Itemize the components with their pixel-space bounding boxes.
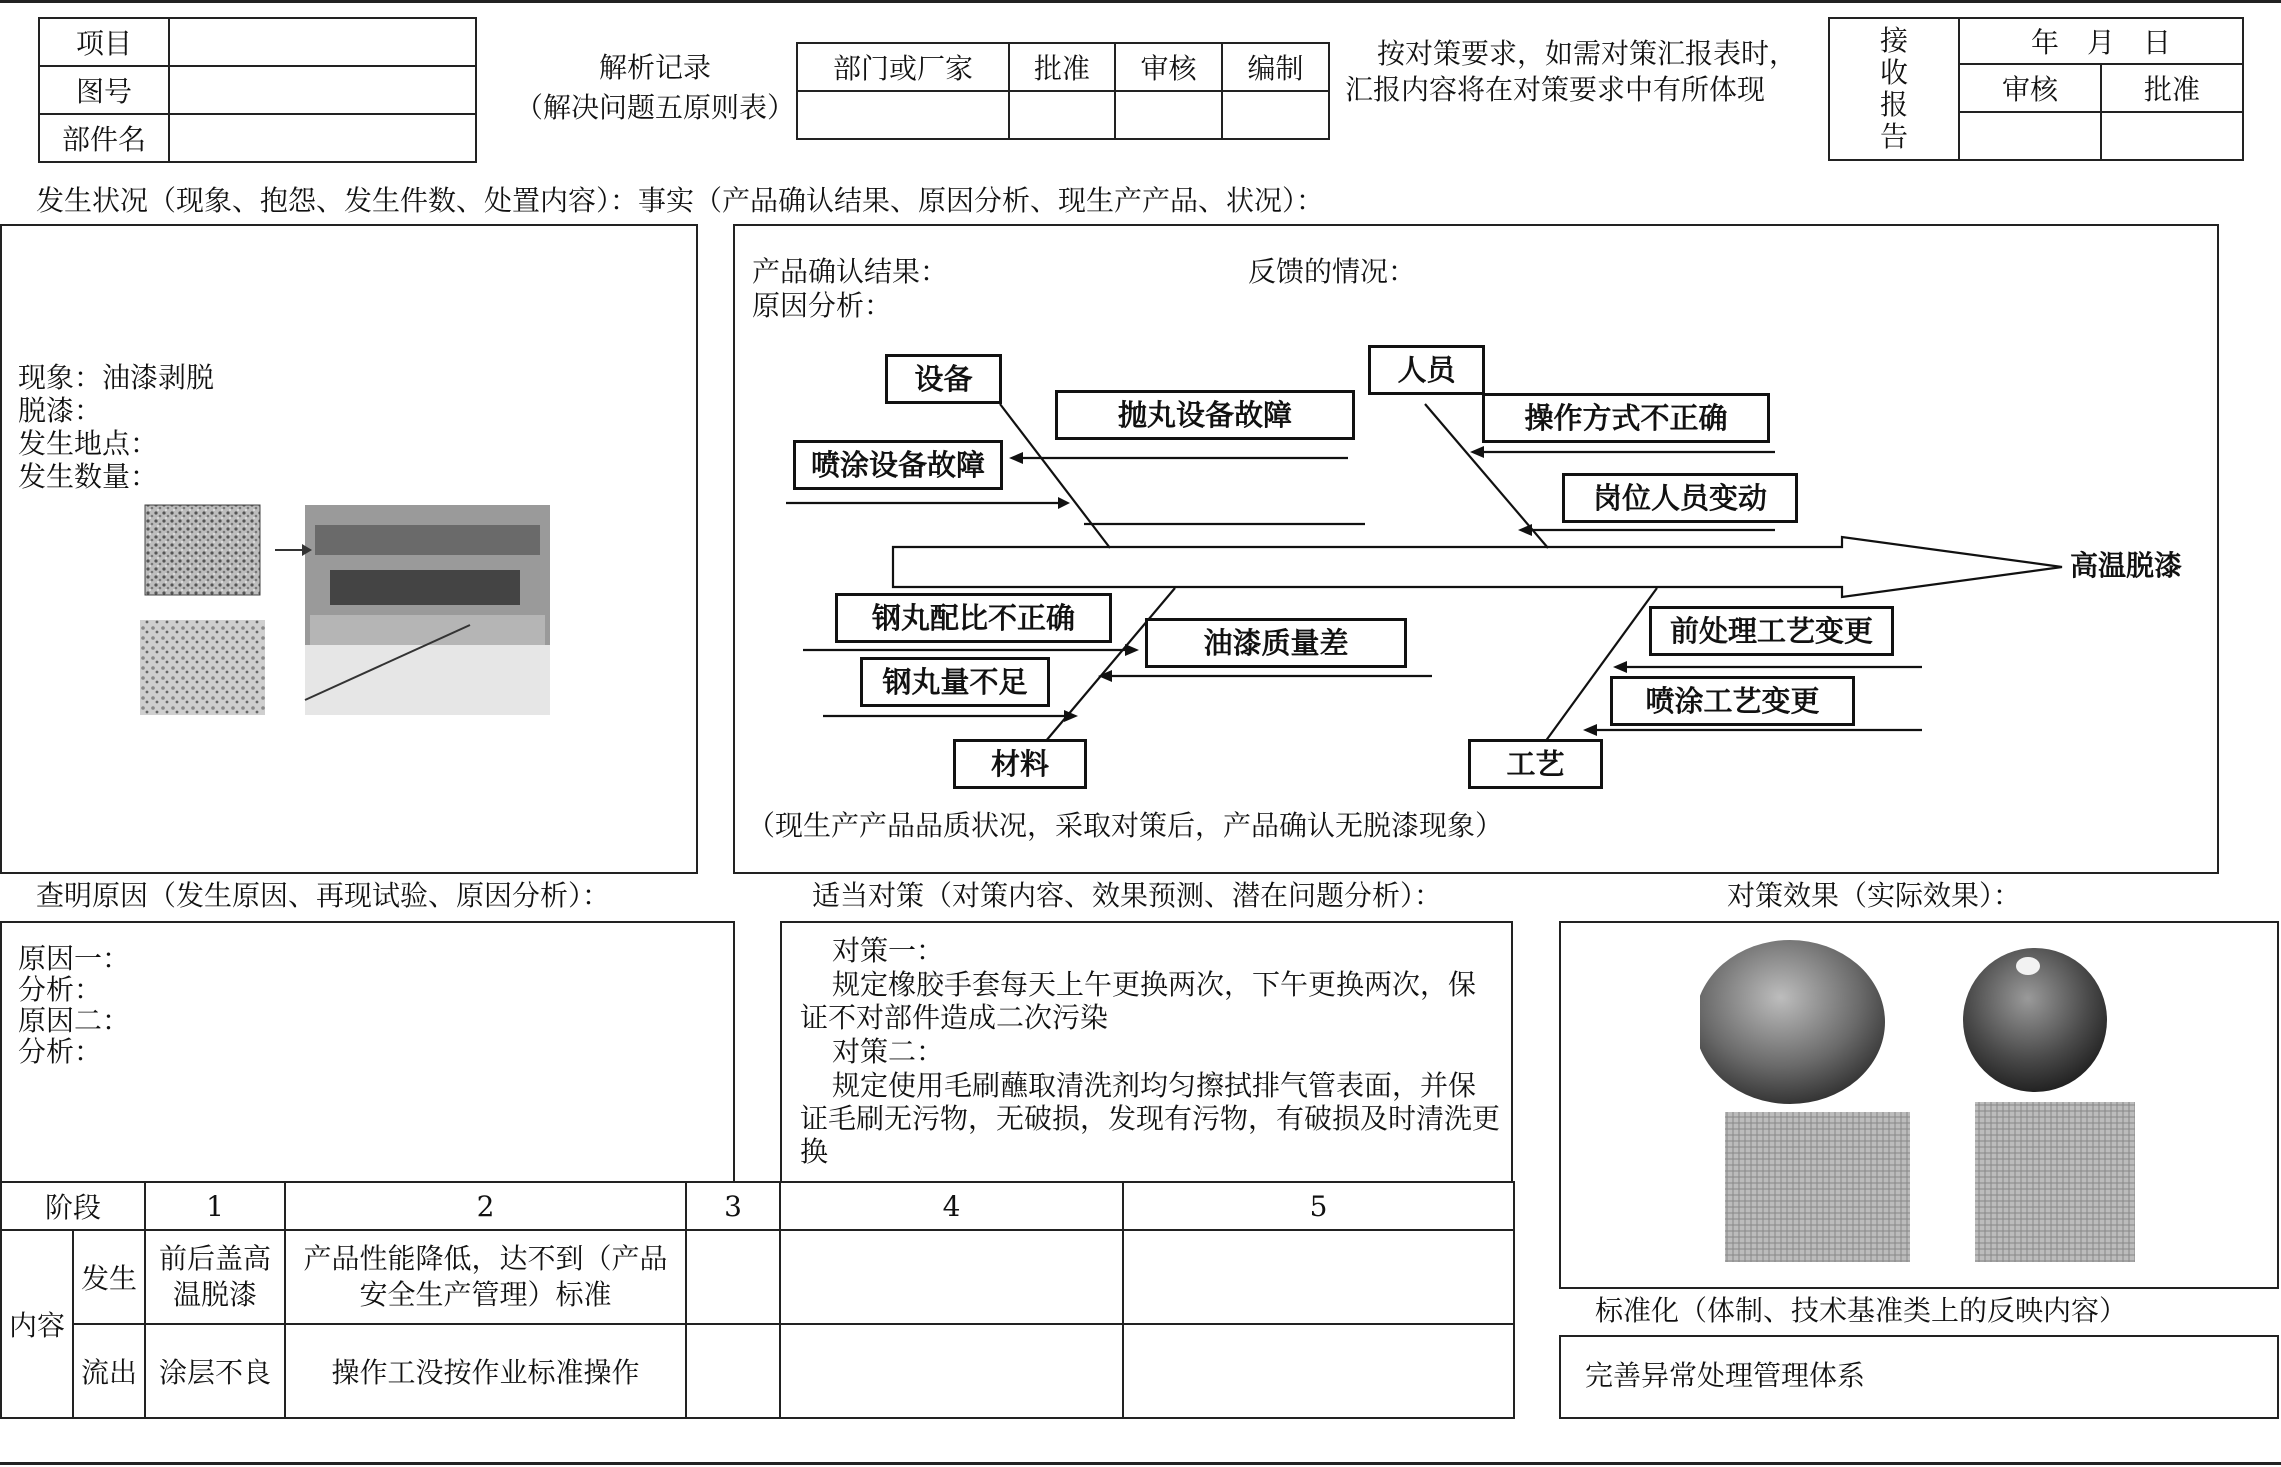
row-occurrence-stage4[interactable] — [780, 1230, 1123, 1324]
receive-review-header: 审核 — [1959, 64, 2101, 112]
fishbone-spine — [893, 537, 2062, 597]
row-outflow-stage2: 操作工没按作业标准操作 — [285, 1324, 686, 1418]
row-outflow-stage5[interactable] — [1123, 1324, 1514, 1418]
approval-author-header: 编制 — [1222, 43, 1329, 91]
cause-line-2: 分析： — [18, 973, 103, 1006]
countermeasure-heading: 适当对策（对策内容、效果预测、潜在问题分析）： — [812, 879, 1443, 912]
row-outflow-label: 流出 — [73, 1324, 145, 1418]
situation-line-location: 发生地点： — [18, 427, 159, 460]
receive-char-4: 告 — [1879, 120, 1908, 153]
cause-analysis-label: 原因分析： — [752, 289, 893, 322]
stage-2-header: 2 — [285, 1182, 686, 1230]
stage-table — [0, 1181, 1515, 1419]
cause-wrong-operation: 操作方式不正确 — [1482, 393, 1770, 443]
cause-paint-quality: 油漆质量差 — [1145, 618, 1407, 668]
stage-4-header: 4 — [780, 1182, 1123, 1230]
cause-staff-change: 岗位人员变动 — [1562, 473, 1798, 523]
cause-pretreatment-change: 前处理工艺变更 — [1649, 606, 1894, 656]
feedback-label: 反馈的情况： — [1248, 255, 1417, 288]
effect-photos — [1700, 940, 2150, 1280]
field-drawing-no-label: 图号 — [39, 66, 169, 114]
row-occurrence-stage2: 产品性能降低，达不到（产品安全生产管理）标准 — [285, 1230, 686, 1324]
category-material: 材料 — [953, 739, 1087, 789]
receive-char-2: 收 — [1879, 56, 1908, 89]
category-equipment: 设备 — [885, 354, 1002, 404]
standardization-heading: 标准化（体制、技术基准类上的反映内容） — [1595, 1294, 2128, 1327]
cause-line-1: 原因一： — [18, 942, 131, 975]
stage-5-header: 5 — [1123, 1182, 1514, 1230]
cause-spray-process-change: 喷涂工艺变更 — [1610, 676, 1855, 726]
effect-sample-after — [1963, 948, 2107, 1092]
row-occurrence-label: 发生 — [73, 1230, 145, 1324]
cause-section-heading: 查明原因（发生原因、再现试验、原因分析）： — [36, 879, 611, 912]
receive-date[interactable]: 年 月 日 — [1959, 18, 2243, 64]
cause-line-4: 分析： — [18, 1035, 103, 1068]
approval-review-header: 审核 — [1115, 43, 1222, 91]
row-occurrence-stage5[interactable] — [1123, 1230, 1514, 1324]
stage-3-header: 3 — [686, 1182, 780, 1230]
countermeasure-1-text: 规定橡胶手套每天上午更换两次，下午更换两次，保证不对部件造成二次污染 — [800, 968, 1477, 1034]
category-personnel: 人员 — [1368, 345, 1485, 395]
approval-approve-header: 批准 — [1009, 43, 1115, 91]
situation-heading: 发生状况（现象、抱怨、发生件数、处置内容）：事实（产品确认结果、原因分析、现生产产品、状况）： — [36, 184, 1325, 217]
content-label: 内容 — [1, 1230, 73, 1418]
cause-shot-ratio: 钢丸配比不正确 — [835, 593, 1112, 643]
field-project-label: 项目 — [39, 18, 169, 66]
analysis-footer: （现生产产品品质状况，采取对策后，产品确认无脱漆现象） — [747, 809, 1504, 842]
situation-line-peeling: 脱漆： — [18, 394, 103, 427]
field-part-name-label: 部件名 — [39, 114, 169, 162]
countermeasure-2-text: 规定使用毛刷蘸取清洗剂均匀擦拭排气管表面，并保证毛刷无污物，无破损，发现有污物，有破损及时清洗更换 — [800, 1069, 1501, 1168]
approval-dept-header: 部门或厂家 — [797, 43, 1009, 91]
countermeasure-1-title: 对策一： — [832, 934, 945, 967]
cause-spray-equipment: 喷涂设备故障 — [793, 440, 1003, 490]
document-title: 解析记录 — [598, 51, 711, 84]
receive-approve-header: 批准 — [2101, 64, 2243, 112]
standardization-content: 完善异常处理管理体系 — [1585, 1359, 1866, 1392]
stage-1-header: 1 — [145, 1182, 285, 1230]
situation-line-phenomenon: 现象：油漆剥脱 — [18, 361, 215, 394]
effect-texture-right — [1975, 1102, 2135, 1262]
cause-shot-quantity: 钢丸量不足 — [860, 657, 1050, 707]
product-confirm-label: 产品确认结果： — [752, 255, 949, 288]
report-notice: 按对策要求，如需对策汇报表时，汇报内容将在对策要求中有所体现 — [1345, 37, 1798, 106]
row-occurrence-stage3[interactable] — [686, 1230, 780, 1324]
row-outflow-stage3[interactable] — [686, 1324, 780, 1418]
countermeasure-2-title: 对策二： — [832, 1035, 945, 1068]
situation-line-quantity: 发生数量： — [18, 460, 159, 493]
effect-sample-before — [1700, 940, 1885, 1104]
row-occurrence-stage1: 前后盖高温脱漆 — [145, 1230, 285, 1324]
effect-heading: 对策效果（实际效果）： — [1727, 879, 2022, 912]
fishbone-effect: 高温脱漆 — [2070, 549, 2183, 582]
receive-char-1: 接 — [1879, 24, 1908, 57]
receive-char-3: 报 — [1879, 88, 1908, 121]
stage-header-label: 阶段 — [1, 1182, 145, 1230]
category-process: 工艺 — [1468, 739, 1603, 789]
cause-shot-blast-equipment: 抛丸设备故障 — [1055, 390, 1355, 440]
document-subtitle: （解决问题五原则表） — [514, 91, 795, 124]
row-outflow-stage1: 涂层不良 — [145, 1324, 285, 1418]
row-outflow-stage4[interactable] — [780, 1324, 1123, 1418]
cause-line-3: 原因二： — [18, 1004, 131, 1037]
effect-texture-left — [1725, 1112, 1910, 1262]
